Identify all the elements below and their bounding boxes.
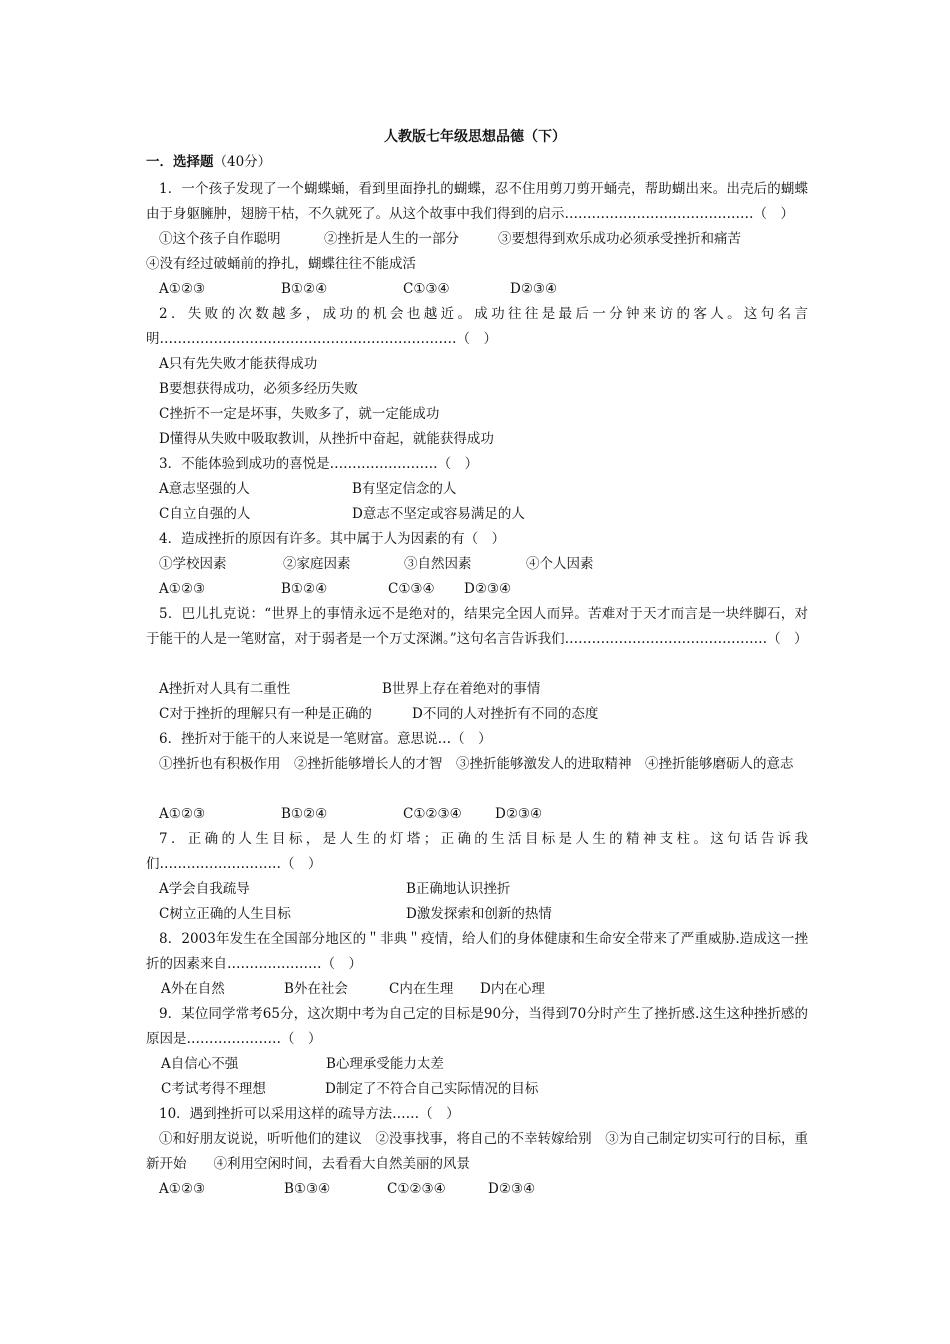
statement: ①这个孩子自作聪明 [159,231,281,247]
question-10-stem: 10．遇到挫折可以采用这样的疏导方法……（ ） [159,1106,460,1122]
option: B①②④ [281,581,328,597]
question-5-stem: 5．巴儿扎克说：“世界上的事情永远不是绝对的，结果完全因人而异。苦难对于天才而言是一块绊脚石，对于能干的人是一笔财富，对于弱者是一个万丈深渊。”这句名言告诉我们………………………………………（ ） [146,606,808,647]
section-score: （40分） [213,154,272,170]
option: D制定了不符合自己实际情况的目标 [325,1081,539,1097]
option: A①②③ [159,806,206,822]
option: C①②③④ [403,806,462,822]
statement: ③自然因素 [404,556,472,572]
option: D②③④ [464,581,512,597]
option: B①③④ [284,1181,331,1197]
option: D②③④ [488,1181,536,1197]
question-6-options [146,802,808,827]
option: B心理承受能力太差 [326,1056,444,1072]
statement: ②挫折是人生的一部分 [324,231,459,247]
option: C对于挫折的理解只有一种是正确的 [159,706,372,722]
question-9-stem: 9．某位同学常考65分，这次期中考为自己定的目标是90分，当得到70分时产生了挫折感.这生这种挫折感的原因是…………………（ ） [146,1006,808,1047]
question-list [146,177,808,1202]
question-7-options-row-1 [146,877,808,902]
option: B有坚定信念的人 [352,481,457,497]
question-1-statements-2: ④没有经过破蛹前的挣扎，蝴蝶往往不能成活 [146,256,416,272]
option: A挫折对人具有二重性 [159,681,291,697]
option: B世界上存在着绝对的事情 [382,681,541,697]
option: A自信心不强 [161,1056,239,1072]
question-3-stem: 3．不能体验到成功的喜悦是……………………（ ） [159,456,479,472]
option: C①③④ [388,581,435,597]
statement: ④个人因素 [526,556,594,572]
statement: ③要想得到欢乐成功必须承受挫折和痛苦 [498,231,741,247]
question-6-statements: ①挫折也有积极作用 ②挫折能够增长人的才智 ③挫折能够激发人的进取精神 ④挫折能够磨砺人的意志 [159,756,794,772]
question-6-stem: 6．挫折对于能干的人来说是一笔财富。意思说…（ ） [159,731,492,747]
option: A①②③ [159,581,206,597]
option: D内在心理 [480,981,545,997]
question-5-options-row-1 [146,677,808,702]
page-title: 人教版七年级思想品德（下） [384,129,566,145]
statement: ①学校因素 [159,556,227,572]
option: A①②③ [159,1181,206,1197]
option: D意志不坚定或容易满足的人 [352,506,525,522]
question-1-stem: 1．一个孩子发现了一个蝴蝶蛹，看到里面挣扎的蝴蝶，忍不住用剪刀剪开蛹壳，帮助蝴出来。出壳后的蝴蝶由于身躯臃肿，翅膀干枯，不久就死了。从这个故事中我们得到的启示……………………………………（ ） [146,181,808,222]
question-3-options-row-1 [146,477,808,502]
question-3-options-row-2 [146,502,808,527]
option: A外在自然 [161,981,225,997]
question-7-stem: 7．正确的人生目标，是人生的灯塔；正确的生活目标是人生的精神支柱。这句话告诉我们………………………（ ） [146,831,808,872]
section-heading [146,153,271,171]
question-9-options-row-1 [146,1052,808,1077]
option: B要想获得成功，必须多经历失败 [159,381,358,397]
option: D激发探索和创新的热情 [406,906,552,922]
option: B正确地认识挫折 [406,881,511,897]
option: B①②④ [281,806,328,822]
statement: ②家庭因素 [283,556,351,572]
option: D②③④ [495,806,543,822]
question-4-statements [146,552,808,577]
question-4-options [146,577,808,602]
option: B外在社会 [284,981,348,997]
option: D懂得从失败中吸取教训，从挫折中奋起，就能获得成功 [159,431,494,447]
option: A学会自我疏导 [159,881,250,897]
option: A只有先失败才能获得成功 [159,356,318,372]
option: D②③④ [510,281,558,297]
question-7-options-row-2 [146,902,808,927]
option: A①②③ [159,281,206,297]
question-5-options-row-2 [146,702,808,727]
question-4-stem: 4．造成挫折的原因有许多。其中属于人为因素的有（ ） [159,531,506,547]
question-8-stem: 8．2003年发生在全国部分地区的＂非典＂疫情，给人们的身体健康和生命安全带来了严重威胁.造成这一挫折的因素来自…………………（ ） [146,931,808,972]
option: C挫折不一定是坏事，失败多了，就一定能成功 [159,406,440,422]
question-1-statements [146,227,808,252]
question-2-stem: 2．失败的次数越多，成功的机会也越近。成功往往是最后一分钟来访的客人。这句名言明…………………………………………………………（ ） [146,306,808,347]
question-1-options [146,277,808,302]
option: C内在生理 [389,981,454,997]
option: C①②③④ [387,1181,446,1197]
option: D不同的人对挫折有不同的态度 [412,706,599,722]
question-10-options [146,1177,808,1202]
question-10-statements: ①和好朋友说说，听听他们的建议 ②没事找事，将自己的不幸转嫁给别 ③为自己制定切实可行的目标，重新开始 ④利用空闲时间，去看看大自然美丽的风景 [146,1131,808,1172]
option: A意志坚强的人 [159,481,250,497]
option: C自立自强的人 [159,506,251,522]
question-8-options [146,977,808,1002]
option: C①③④ [403,281,450,297]
option: C考试考得不理想 [161,1081,266,1097]
option: B①②④ [281,281,328,297]
option: C树立正确的人生目标 [159,906,291,922]
section-label: 一．选择题 [146,154,214,170]
question-9-options-row-2 [146,1077,808,1102]
